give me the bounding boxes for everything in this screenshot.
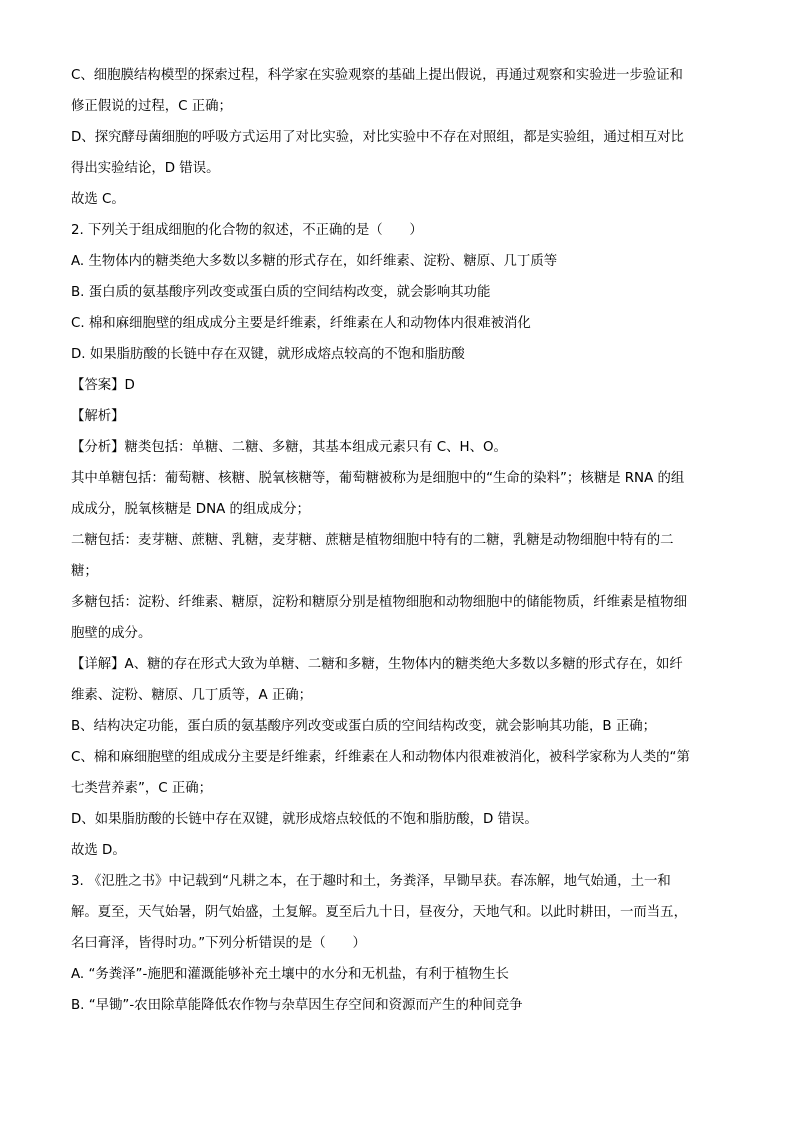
text-line: 得出实验结论，D 错误。: [71, 161, 220, 176]
option-d: D. 如果脂肪酸的长链中存在双键，就形成熔点较高的不饱和脂肪酸: [71, 347, 465, 362]
text-line: 二糖包括：麦芽糖、蔗糖、乳糖，麦芽糖、蔗糖是植物细胞中特有的二糖，乳糖是动物细胞中特有的二: [71, 533, 674, 548]
text-line: 成成分，脱氧核糖是 DNA 的组成成分；: [71, 502, 310, 517]
text-line: 糖；: [71, 564, 98, 579]
text-line: C、棉和麻细胞壁的组成成分主要是纤维素，纤维素在人和动物体内很难被消化，被科学家称为人类的“第: [71, 750, 690, 765]
text-line: 【详解】A、糖的存在形式大致为单糖、二糖和多糖，生物体内的糖类绝大多数以多糖的形式存在，如纤: [71, 657, 683, 672]
text-line: 多糖包括：淀粉、纤维素、糖原，淀粉和糖原分别是植物细胞和动物细胞中的储能物质，纤维素是植物细: [71, 595, 687, 610]
text-line: 七类营养素”，C 正确；: [71, 781, 213, 796]
question-stem: 2. 下列关于组成细胞的化合物的叙述，不正确的是（ ）: [71, 223, 423, 238]
option-b: B. 蛋白质的氨基酸序列改变或蛋白质的空间结构改变，就会影响其功能: [71, 285, 491, 300]
option-a: A. 生物体内的糖类绝大多数以多糖的形式存在，如纤维素、淀粉、糖原、几丁质等: [71, 254, 558, 269]
question-stem: 3. 《氾胜之书》中记载到“凡耕之本，在于趣时和土，务粪泽，早锄早获。春冻解，地气始通，土一和: [71, 874, 671, 889]
text-line: D、如果脂肪酸的长链中存在双键，就形成熔点较低的不饱和脂肪酸，D 错误。: [71, 812, 538, 827]
text-line: 名曰膏泽，皆得时功。”下列分析错误的是（ ）: [71, 936, 366, 951]
text-line: B、结构决定功能，蛋白质的氨基酸序列改变或蛋白质的空间结构改变，就会影响其功能，B 正确；: [71, 719, 657, 734]
text-line: 故选 C。: [71, 192, 125, 207]
text-line: C、细胞膜结构模型的探索过程，科学家在实验观察的基础上提出假说，再通过观察和实验进一步验证和: [71, 68, 683, 83]
option-a: A. “务粪泽”-施肥和灌溉能够补充土壤中的水分和无机盐，有利于植物生长: [71, 967, 509, 982]
text-line: 胞壁的成分。: [71, 626, 152, 641]
text-line: D、探究酵母菌细胞的呼吸方式运用了对比实验，对比实验中不存在对照组，都是实验组，通过相互对比: [71, 130, 684, 145]
text-line: 其中单糖包括：葡萄糖、核糖、脱氧核糖等，葡萄糖被称为是细胞中的“生命的染料”；核糖是 RNA 的组: [71, 471, 685, 486]
analysis-label: 【解析】: [71, 409, 125, 424]
text-line: 修正假说的过程，C 正确；: [71, 99, 232, 114]
option-c: C. 棉和麻细胞壁的组成成分主要是纤维素，纤维素在人和动物体内很难被消化: [71, 316, 531, 331]
text-line: 解。夏至，天气始暑，阴气始盛，土复解。夏至后九十日，昼夜分，天地气和。以此时耕田，一而当五，: [71, 905, 687, 920]
text-line: 【分析】糖类包括：单糖、二糖、多糖，其基本组成元素只有 C、H、O。: [71, 440, 507, 455]
text-line: 维素、淀粉、糖原、几丁质等，A 正确；: [71, 688, 313, 703]
text-line: 故选 D。: [71, 843, 126, 858]
option-b: B. “早锄”-农田除草能降低农作物与杂草因生存空间和资源而产生的种间竞争: [71, 998, 523, 1013]
answer-label: 【答案】D: [71, 378, 135, 393]
